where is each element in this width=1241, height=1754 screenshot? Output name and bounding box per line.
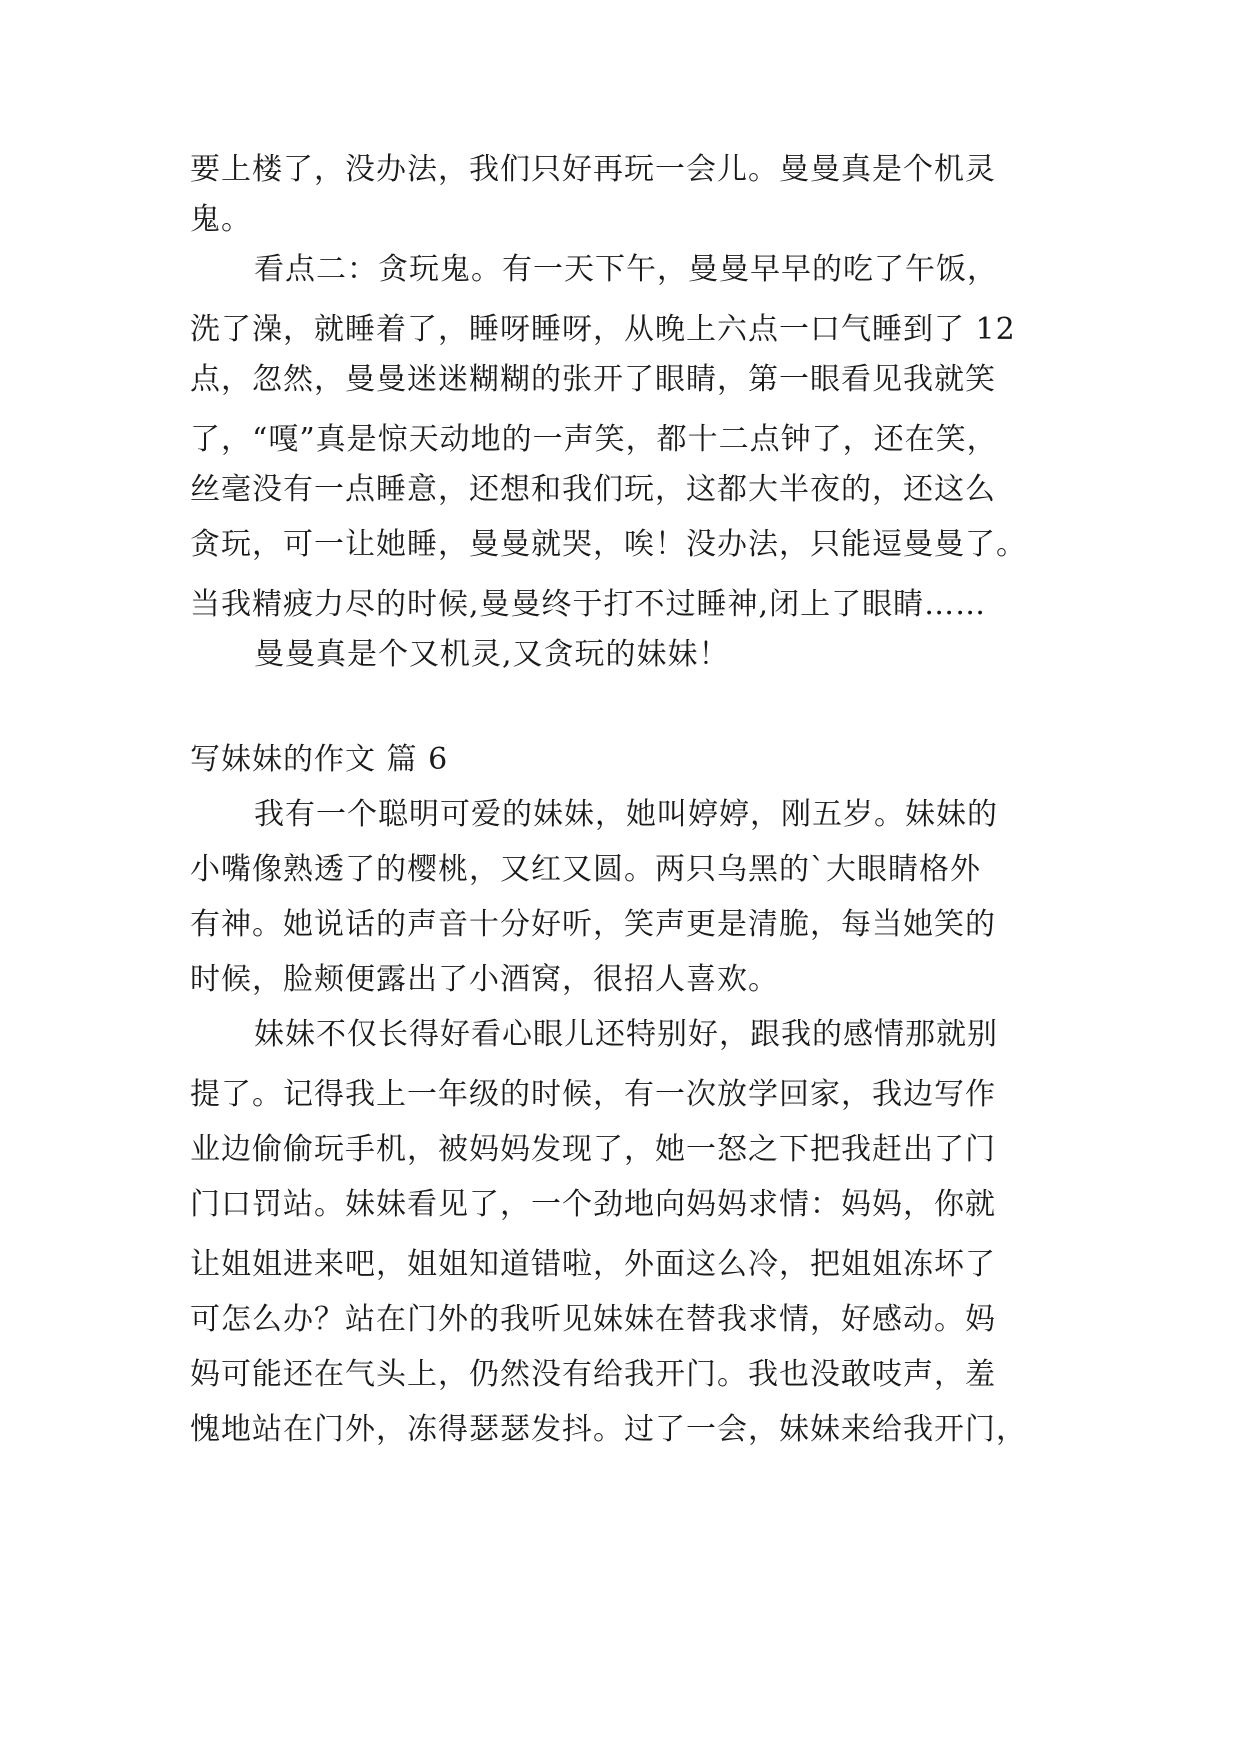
paragraph-start-line: 我有一个聪明可爱的妹妹，她叫婷婷，刚五岁。妹妹的 — [254, 797, 998, 832]
text-line: 可怎么办？站在门外的我听见妹妹在替我求情，好感动。妈 — [190, 1302, 996, 1337]
text-line: 当我精疲力尽的时候,曼曼终于打不过睡神,闭上了眼睛…… — [190, 587, 987, 622]
section-heading: 写妹妹的作文 篇 6 — [190, 742, 449, 777]
text-line: 门口罚站。妹妹看见了，一个劲地向妈妈求情：妈妈，你就 — [190, 1187, 996, 1222]
text-line: 要上楼了，没办法，我们只好再玩一会儿。曼曼真是个机灵 — [190, 152, 996, 187]
text-line: 提了。记得我上一年级的时候，有一次放学回家，我边写作 — [190, 1077, 996, 1112]
text-line: 业边偷偷玩手机，被妈妈发现了，她一怒之下把我赶出了门 — [190, 1132, 996, 1167]
text-line: 了，“嘎”真是惊天动地的一声笑，都十二点钟了，还在笑， — [190, 422, 998, 457]
text-line: 点，忽然，曼曼迷迷糊糊的张开了眼睛，第一眼看见我就笑 — [190, 362, 996, 397]
text-line: 贪玩，可一让她睡，曼曼就哭，唉！没办法，只能逗曼曼了。 — [190, 527, 1027, 562]
paragraph-start-line: 曼曼真是个又机灵,又贪玩的妹妹！ — [254, 637, 730, 672]
text-line: 洗了澡，就睡着了，睡呀睡呀，从晚上六点一口气睡到了 12 — [190, 312, 1016, 347]
text-line: 有神。她说话的声音十分好听，笑声更是清脆，每当她笑的 — [190, 907, 996, 942]
text-line: 时候，脸颊便露出了小酒窝，很招人喜欢。 — [190, 962, 779, 997]
paragraph-start-line: 看点二：贪玩鬼。有一天下午，曼曼早早的吃了午饭， — [254, 252, 998, 287]
text-line: 小嘴像熟透了的樱桃，又红又圆。两只乌黑的`大眼睛格外 — [190, 852, 981, 887]
text-line: 丝毫没有一点睡意，还想和我们玩，这都大半夜的，还这么 — [190, 472, 996, 507]
paragraph-start-line: 妹妹不仅长得好看心眼儿还特别好，跟我的感情那就别 — [254, 1017, 998, 1052]
text-line: 鬼。 — [190, 202, 252, 237]
text-line: 让姐姐进来吧，姐姐知道错啦，外面这么冷，把姐姐冻坏了 — [190, 1247, 996, 1282]
text-line: 愧地站在门外，冻得瑟瑟发抖。过了一会，妹妹来给我开门， — [190, 1412, 1027, 1447]
text-line: 妈可能还在气头上，仍然没有给我开门。我也没敢吱声，羞 — [190, 1357, 996, 1392]
